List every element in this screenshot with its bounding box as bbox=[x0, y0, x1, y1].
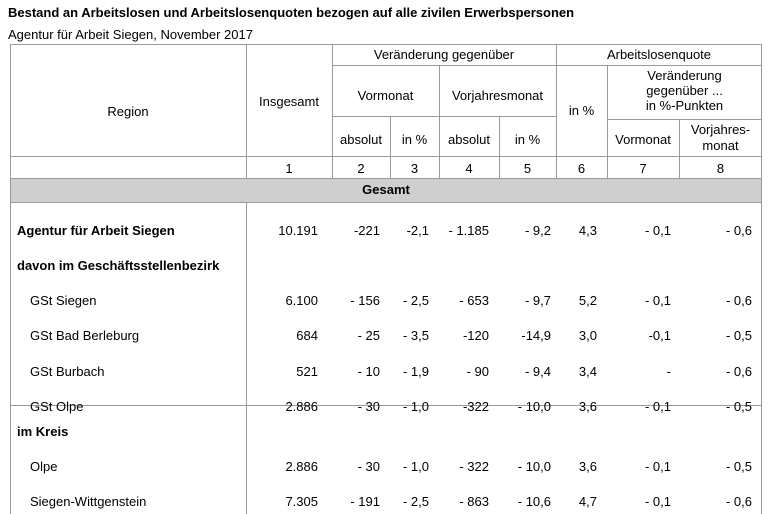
table-cell: 2.886 bbox=[285, 459, 318, 474]
grid-line bbox=[556, 65, 762, 66]
table-cell: - 10 bbox=[357, 364, 380, 379]
table-cell: -2,1 bbox=[406, 223, 429, 238]
table-cell: - 9,7 bbox=[524, 293, 551, 308]
header-arbeitslosenquote: Arbeitslosenquote bbox=[606, 47, 712, 62]
table-cell: - 30 bbox=[357, 399, 380, 414]
table-cell: - 0,1 bbox=[644, 459, 671, 474]
column-number: 4 bbox=[465, 161, 473, 176]
header-absolut: absolut bbox=[340, 132, 382, 147]
table-cell: - 3,5 bbox=[402, 328, 429, 343]
table-cell: 4,3 bbox=[578, 223, 597, 238]
grid-line bbox=[607, 119, 762, 120]
table-cell: -0,1 bbox=[648, 328, 671, 343]
table-cell: - 0,6 bbox=[725, 364, 752, 379]
table-cell: - 30 bbox=[357, 459, 380, 474]
grid-line bbox=[332, 116, 556, 117]
table-title: Bestand an Arbeitslosen und Arbeitslosenquoten bezogen auf alle zivilen Erwerbspersonen bbox=[8, 5, 575, 20]
table-cell: - 90 bbox=[466, 364, 489, 379]
header-quote-change-line: gegenüber ... bbox=[646, 83, 723, 98]
header-in-percent: in % bbox=[401, 132, 428, 147]
header-quote-vorjahr: monat bbox=[702, 138, 739, 153]
table-cell: - 0,1 bbox=[644, 223, 671, 238]
table-cell: - 191 bbox=[350, 494, 380, 509]
table-cell: -120 bbox=[462, 328, 489, 343]
header-veraenderung: Veränderung gegenüber bbox=[373, 47, 515, 62]
table-cell: 6.100 bbox=[285, 293, 318, 308]
table-cell: 3,6 bbox=[578, 459, 597, 474]
table-cell: - 0,5 bbox=[725, 328, 752, 343]
table-subtitle: Agentur für Arbeit Siegen, November 2017 bbox=[8, 27, 253, 42]
header-vormonat: Vormonat bbox=[357, 88, 414, 103]
table-cell: - bbox=[666, 364, 671, 379]
table-cell: - 1.185 bbox=[448, 223, 489, 238]
row-label: GSt Olpe bbox=[30, 399, 84, 414]
row-label: Olpe bbox=[30, 459, 58, 474]
row-label: Agentur für Arbeit Siegen bbox=[17, 223, 175, 238]
column-number: 8 bbox=[716, 161, 725, 176]
table-cell: -14,9 bbox=[521, 328, 551, 343]
header-insgesamt: Insgesamt bbox=[259, 94, 319, 109]
column-number: 2 bbox=[357, 161, 365, 176]
row-label: GSt Burbach bbox=[30, 364, 105, 379]
table-cell: -322 bbox=[462, 399, 489, 414]
header-quote-in-percent: in % bbox=[568, 103, 595, 118]
table-cell: - 0,6 bbox=[725, 494, 752, 509]
table-cell: 10.191 bbox=[278, 223, 318, 238]
column-number: 3 bbox=[410, 161, 419, 176]
grid-line bbox=[246, 202, 247, 514]
grid-line bbox=[332, 44, 333, 178]
header-in-percent: in % bbox=[514, 132, 541, 147]
table-cell: - 10,6 bbox=[517, 494, 551, 509]
grid-line bbox=[10, 156, 762, 157]
row-label: Siegen-Wittgenstein bbox=[30, 494, 147, 509]
table-cell: - 156 bbox=[350, 293, 380, 308]
table-cell: - 9,2 bbox=[524, 223, 551, 238]
table-cell: 5,2 bbox=[578, 293, 597, 308]
table-cell: - 322 bbox=[459, 459, 489, 474]
table-cell: - 2,5 bbox=[402, 494, 429, 509]
row-label: davon im Geschäftsstellenbezirk bbox=[17, 258, 220, 273]
table-cell: - 25 bbox=[357, 328, 380, 343]
header-vorjahresmonat: Vorjahresmonat bbox=[451, 88, 544, 103]
header-quote-change-line: Veränderung bbox=[647, 68, 722, 83]
grid-line bbox=[761, 44, 762, 514]
table-cell: - 10,0 bbox=[517, 399, 551, 414]
grid-line bbox=[10, 178, 762, 179]
column-number: 5 bbox=[523, 161, 532, 176]
header-quote-vormonat: Vormonat bbox=[615, 132, 671, 147]
table-cell: - 9,4 bbox=[524, 364, 551, 379]
row-label: im Kreis bbox=[17, 424, 69, 439]
table-cell: 3,0 bbox=[578, 328, 597, 343]
column-number: 7 bbox=[639, 161, 647, 176]
table-cell: 7.305 bbox=[285, 494, 318, 509]
header-quote-vorjahr: Vorjahres- bbox=[690, 122, 751, 137]
table-cell: - 1,9 bbox=[402, 364, 429, 379]
table-cell: -221 bbox=[353, 223, 380, 238]
table-cell: 521 bbox=[296, 364, 318, 379]
table-cell: 3,6 bbox=[578, 399, 597, 414]
table-cell: - 2,5 bbox=[402, 293, 429, 308]
table-cell: 2.886 bbox=[285, 399, 318, 414]
table-cell: - 0,5 bbox=[725, 459, 752, 474]
grid-line bbox=[10, 44, 762, 45]
grid-line bbox=[332, 65, 556, 66]
table-cell: - 863 bbox=[459, 494, 489, 509]
table-cell: 3,4 bbox=[578, 364, 597, 379]
table-cell: - 0,1 bbox=[644, 399, 671, 414]
column-number: 6 bbox=[577, 161, 586, 176]
table-cell: 4,7 bbox=[578, 494, 597, 509]
table-cell: - 0,1 bbox=[644, 494, 671, 509]
table-cell: 684 bbox=[296, 328, 318, 343]
table-cell: - 0,1 bbox=[644, 293, 671, 308]
table-cell: - 10,0 bbox=[517, 459, 551, 474]
grid-line bbox=[10, 202, 762, 203]
header-quote-change-line: in %-Punkten bbox=[645, 98, 724, 113]
section-label: Gesamt bbox=[362, 182, 410, 197]
row-label: GSt Siegen bbox=[30, 293, 97, 308]
table-cell: - 0,6 bbox=[725, 223, 752, 238]
table-cell: - 1,0 bbox=[402, 399, 429, 414]
table-cell: - 1,0 bbox=[402, 459, 429, 474]
row-label: GSt Bad Berleburg bbox=[30, 328, 140, 343]
header-absolut: absolut bbox=[448, 132, 490, 147]
header-region: Region bbox=[107, 104, 149, 119]
column-number: 1 bbox=[285, 161, 293, 176]
table-cell: - 0,6 bbox=[725, 293, 752, 308]
table-cell: - 653 bbox=[459, 293, 489, 308]
statistics-table bbox=[10, 44, 762, 514]
table-cell: - 0,5 bbox=[725, 399, 752, 414]
grid-line bbox=[246, 44, 247, 178]
